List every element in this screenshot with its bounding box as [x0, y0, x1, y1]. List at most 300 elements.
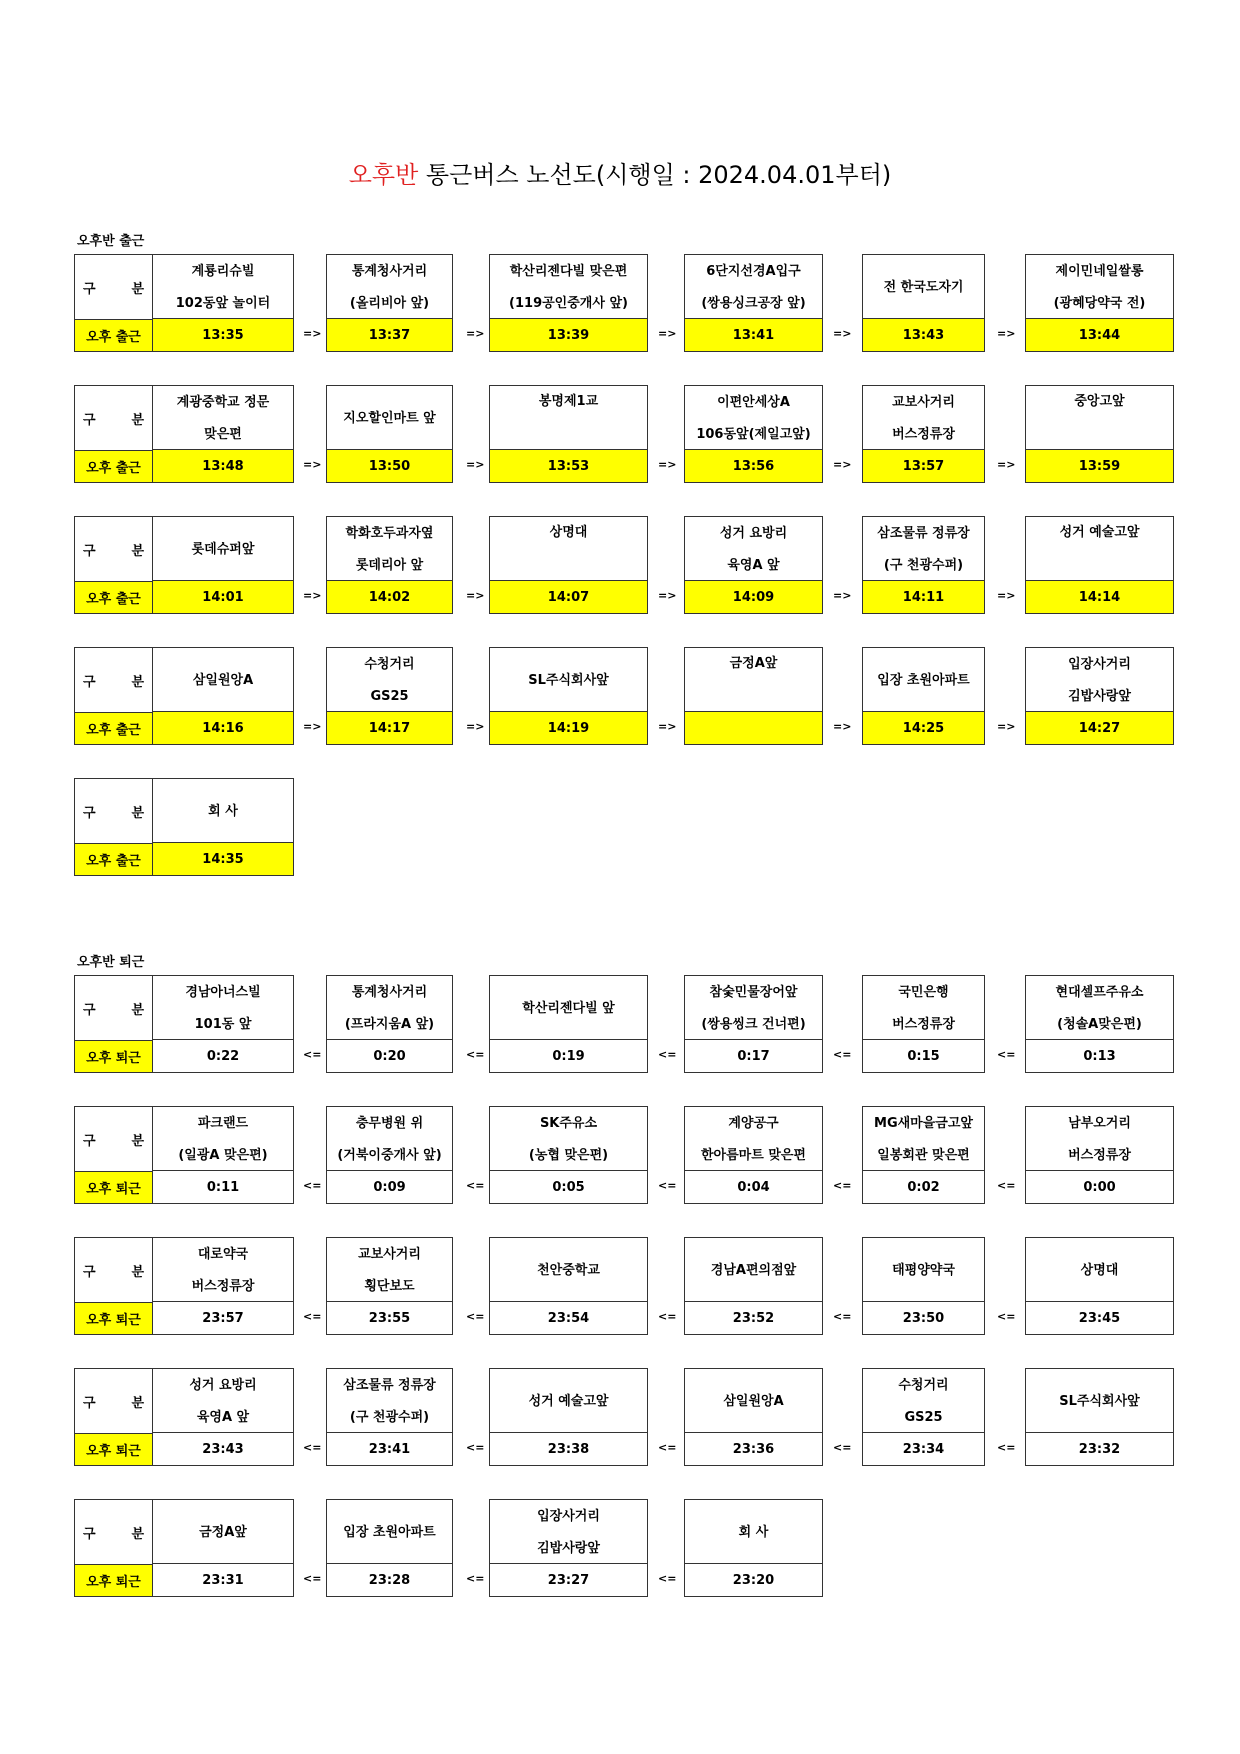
commute-in-stop-box: [489, 647, 648, 745]
commute-in-stop-box: [74, 516, 294, 614]
commute-in-stop-box: [684, 647, 823, 745]
stop-name-line1: MG새마을금고앞: [874, 1115, 973, 1131]
direction-arrow: =>: [658, 327, 677, 340]
row-label-cell: 오후 출근: [75, 712, 153, 744]
direction-arrow: <=: [658, 1441, 677, 1454]
commute-out-stop-box: [489, 1499, 648, 1597]
header-label-right: 분: [131, 1396, 144, 1411]
stop-name-line2: (광혜당약국 전): [1053, 295, 1146, 311]
header-label-right: 분: [131, 413, 144, 428]
stop-name-line1: 봉명제1교: [538, 394, 599, 409]
stop-time: 23:38: [490, 1432, 647, 1465]
direction-arrow: <=: [997, 1048, 1016, 1061]
stop-time: 0:05: [490, 1170, 647, 1203]
header-label-left: 구: [83, 413, 96, 428]
header-label-cell: [75, 1500, 153, 1565]
commute-out-stop-box: [74, 1106, 294, 1204]
stop-time: 14:11: [863, 580, 984, 613]
stop-name-line1: 교보사거리: [358, 1246, 421, 1262]
header-label-left: 구: [83, 1396, 96, 1411]
commute-out-stop-box: [862, 1368, 985, 1466]
commute-in-stop-box: [326, 516, 453, 614]
direction-arrow: <=: [997, 1441, 1016, 1454]
stop-name: [685, 517, 822, 582]
stop-name: [153, 386, 293, 451]
direction-arrow: <=: [466, 1179, 485, 1192]
stop-name-line2: 롯데리아 앞: [355, 557, 424, 573]
stop-name-line2: (쌍용싱크공장 앞): [701, 295, 806, 311]
direction-arrow: =>: [303, 720, 322, 733]
commute-in-stop-box: [1025, 516, 1174, 614]
stop-name: [490, 1500, 647, 1565]
stop-name-line2: 일봉회관 맞은편: [877, 1147, 970, 1163]
header-label-left: 구: [83, 1003, 96, 1018]
stop-name-line1: 국민은행: [898, 984, 949, 1000]
stop-name: [863, 1107, 984, 1172]
direction-arrow: <=: [833, 1048, 852, 1061]
stop-name-line1: 계양공구: [728, 1115, 779, 1131]
stop-time: 23:50: [863, 1301, 984, 1334]
stop-name: [327, 976, 452, 1041]
stop-name: [685, 386, 822, 451]
stop-time: 13:41: [685, 318, 822, 351]
stop-name-line2: GS25: [370, 688, 409, 704]
direction-arrow: <=: [466, 1310, 485, 1323]
stop-time: 0:13: [1026, 1039, 1173, 1072]
commute-in-stop-box: [489, 254, 648, 352]
stop-name: [490, 648, 647, 713]
stop-time: 23:36: [685, 1432, 822, 1465]
row-label-cell: 오후 퇴근: [75, 1433, 153, 1465]
stop-name-line1: 6단지선경A입구: [706, 263, 801, 279]
header-label-right: 분: [131, 282, 144, 297]
stop-name: [1026, 976, 1173, 1041]
stop-name: [153, 976, 293, 1041]
stop-name: [153, 517, 293, 582]
header-label-cell: [75, 1238, 153, 1303]
direction-arrow: =>: [833, 327, 852, 340]
row-label-cell: 오후 퇴근: [75, 1040, 153, 1072]
stop-time: 23:31: [153, 1563, 293, 1596]
stop-name-line2: 버스정류장: [1068, 1147, 1131, 1163]
stop-name-line2: 106동앞(제일고앞): [696, 426, 811, 442]
header-label-right: 분: [131, 675, 144, 690]
commute-in-stop-box: [489, 385, 648, 483]
stop-time: 23:28: [327, 1563, 452, 1596]
direction-arrow: =>: [303, 589, 322, 602]
stop-name-line1: 대로약국: [197, 1246, 249, 1262]
stop-time: 23:34: [863, 1432, 984, 1465]
commute-out-stop-box: [684, 975, 823, 1073]
stop-name-line1: 수청거리: [364, 656, 415, 672]
stop-name: [490, 1107, 647, 1172]
stop-name: [153, 779, 293, 844]
direction-arrow: =>: [997, 458, 1016, 471]
section-label-commute-out: 오후반 퇴근: [77, 955, 145, 970]
commute-out-stop-box: [326, 1106, 453, 1204]
header-label-cell: [75, 648, 153, 713]
stop-time: 0:00: [1026, 1170, 1173, 1203]
stop-name: [490, 976, 647, 1041]
stop-time: 14:01: [153, 580, 293, 613]
commute-in-stop-box: [862, 647, 985, 745]
stop-name-line1: 지오할인마트 앞: [343, 410, 436, 426]
stop-time: 13:39: [490, 318, 647, 351]
stop-name: [153, 648, 293, 713]
header-label-cell: [75, 517, 153, 582]
header-label-left: 구: [83, 1527, 96, 1542]
commute-out-stop-box: [1025, 1106, 1174, 1204]
stop-name-line1: 태평양약국: [892, 1262, 955, 1278]
stop-name-line2: 육영A 앞: [196, 1409, 250, 1425]
stop-time: 13:56: [685, 449, 822, 482]
stop-time: 14:02: [327, 580, 452, 613]
commute-in-stop-box: [862, 254, 985, 352]
stop-time: 14:25: [863, 711, 984, 744]
commute-out-stop-box: [862, 1106, 985, 1204]
stop-name-line2: 102동앞 놀이터: [175, 295, 271, 311]
stop-name-line1: 수청거리: [898, 1377, 949, 1393]
commute-in-stop-box: [489, 516, 648, 614]
direction-arrow: <=: [303, 1179, 322, 1192]
stop-name-line2: 한아름마트 맞은편: [701, 1147, 806, 1163]
direction-arrow: =>: [997, 720, 1016, 733]
stop-name: [685, 976, 822, 1041]
row-label-cell: 오후 출근: [75, 319, 153, 351]
commute-out-stop-box: [862, 975, 985, 1073]
stop-name-line1: SK주유소: [539, 1115, 598, 1131]
stop-name-line1: 학화호두과자옆: [345, 525, 434, 541]
stop-name: [327, 517, 452, 582]
commute-in-stop-box: [684, 385, 823, 483]
row-label-cell: 오후 퇴근: [75, 1564, 153, 1596]
commute-in-stop-box: [74, 385, 294, 483]
stop-time: 14:14: [1026, 580, 1173, 613]
stop-name: [327, 255, 452, 320]
commute-out-stop-box: [684, 1106, 823, 1204]
stop-time: 23:52: [685, 1301, 822, 1334]
stop-time: 23:57: [153, 1301, 293, 1334]
header-label-left: 구: [83, 1265, 96, 1280]
stop-name-line1: 통계청사거리: [351, 263, 428, 279]
stop-time: 0:15: [863, 1039, 984, 1072]
stop-time: 23:32: [1026, 1432, 1173, 1465]
stop-name: [685, 1107, 822, 1172]
stop-time: 0:17: [685, 1039, 822, 1072]
stop-name-line2: 버스정류장: [892, 1016, 955, 1032]
stop-time: 0:04: [685, 1170, 822, 1203]
header-label-cell: [75, 976, 153, 1041]
stop-time: 14:27: [1026, 711, 1173, 744]
stop-name: [1026, 386, 1173, 451]
stop-name-line2: (일광A 맞은편): [178, 1147, 268, 1163]
header-label-left: 구: [83, 1134, 96, 1149]
stop-time: 14:16: [153, 711, 293, 744]
stop-name: [153, 1107, 293, 1172]
stop-name-line1: 경남A편의점앞: [710, 1262, 797, 1278]
stop-time: 13:44: [1026, 318, 1173, 351]
stop-name: [685, 1500, 822, 1565]
stop-name: [685, 1238, 822, 1303]
commute-in-stop-box: [862, 385, 985, 483]
header-label-cell: [75, 386, 153, 451]
direction-arrow: =>: [303, 327, 322, 340]
stop-time: [685, 711, 822, 744]
header-label-cell: [75, 1369, 153, 1434]
header-label-right: 분: [131, 806, 144, 821]
commute-out-stop-box: [684, 1499, 823, 1597]
header-label-cell: [75, 255, 153, 320]
row-label-cell: 오후 퇴근: [75, 1171, 153, 1203]
header-label-right: 분: [131, 544, 144, 559]
direction-arrow: =>: [466, 720, 485, 733]
stop-time: 0:22: [153, 1039, 293, 1072]
direction-arrow: <=: [658, 1310, 677, 1323]
stop-time: 13:53: [490, 449, 647, 482]
commute-out-stop-box: [326, 1368, 453, 1466]
commute-in-stop-box: [326, 254, 453, 352]
stop-name-line1: 상명대: [1080, 1262, 1119, 1278]
stop-name-line1: 상명대: [549, 525, 588, 540]
commute-in-stop-box: [326, 647, 453, 745]
commute-out-stop-box: [489, 1368, 648, 1466]
stop-name: [490, 255, 647, 320]
direction-arrow: <=: [658, 1572, 677, 1585]
stop-time: 14:17: [327, 711, 452, 744]
direction-arrow: =>: [833, 589, 852, 602]
commute-out-stop-box: [326, 975, 453, 1073]
stop-name-line2: GS25: [904, 1409, 943, 1425]
stop-time: 13:37: [327, 318, 452, 351]
page-title: [0, 155, 1240, 190]
direction-arrow: <=: [303, 1310, 322, 1323]
stop-name-line1: 금정A앞: [729, 656, 778, 671]
stop-name: [863, 255, 984, 320]
stop-name-line2: (쌍용씽크 건너편): [701, 1016, 806, 1032]
stop-name-line2: 버스정류장: [892, 426, 955, 442]
stop-time: 23:27: [490, 1563, 647, 1596]
direction-arrow: =>: [303, 458, 322, 471]
stop-time: 23:43: [153, 1432, 293, 1465]
stop-name-line2: 횡단보도: [364, 1278, 415, 1294]
direction-arrow: <=: [833, 1441, 852, 1454]
stop-name: [490, 1238, 647, 1303]
stop-time: 14:19: [490, 711, 647, 744]
stop-name: [863, 1369, 984, 1434]
direction-arrow: =>: [466, 327, 485, 340]
stop-name-line1: 성거 요방리: [189, 1377, 257, 1393]
commute-in-stop-box: [1025, 254, 1174, 352]
header-label-cell: [75, 779, 153, 844]
stop-name-line1: 성거 예술고앞: [528, 1393, 609, 1409]
stop-name-line1: 이편안세상A: [717, 394, 790, 410]
stop-name: [1026, 1369, 1173, 1434]
stop-name-line1: 천안중학교: [537, 1262, 600, 1278]
stop-name-line1: 삼일원앙A: [723, 1393, 784, 1409]
direction-arrow: <=: [658, 1179, 677, 1192]
commute-out-stop-box: [684, 1368, 823, 1466]
stop-name-line2: (올리비아 앞): [349, 295, 430, 311]
header-label-left: 구: [83, 282, 96, 297]
direction-arrow: <=: [466, 1048, 485, 1061]
title-highlight: 오후반: [348, 161, 419, 189]
stop-name-line2: 101동 앞: [194, 1016, 252, 1032]
stop-name-line1: 제이민네일쌀롱: [1055, 263, 1144, 279]
stop-name: [327, 648, 452, 713]
stop-time: 0:11: [153, 1170, 293, 1203]
stop-name-line1: 삼조물류 정류장: [877, 525, 970, 541]
direction-arrow: <=: [833, 1310, 852, 1323]
stop-name: [327, 1107, 452, 1172]
stop-name-line1: 삼일원앙A: [192, 672, 254, 688]
header-label-left: 구: [83, 806, 96, 821]
commute-in-stop-box: [1025, 385, 1174, 483]
direction-arrow: =>: [466, 589, 485, 602]
stop-name-line2: (구 천광수퍼): [349, 1409, 430, 1425]
header-label-right: 분: [131, 1527, 144, 1542]
stop-name: [1026, 1107, 1173, 1172]
stop-name: [1026, 1238, 1173, 1303]
stop-name: [327, 1238, 452, 1303]
stop-name-line2: (거북이중개사 앞): [337, 1147, 442, 1163]
stop-name-line1: 회 사: [208, 803, 238, 819]
stop-time: 14:09: [685, 580, 822, 613]
commute-in-stop-box: [862, 516, 985, 614]
direction-arrow: =>: [997, 327, 1016, 340]
stop-name: [863, 976, 984, 1041]
stop-name-line1: 입장 초원아파트: [877, 672, 970, 688]
direction-arrow: <=: [303, 1441, 322, 1454]
commute-in-stop-box: [684, 254, 823, 352]
stop-time: 13:35: [153, 318, 293, 351]
stop-name: [153, 255, 293, 320]
direction-arrow: <=: [466, 1441, 485, 1454]
direction-arrow: <=: [303, 1572, 322, 1585]
commute-in-stop-box: [684, 516, 823, 614]
header-label-left: 구: [83, 675, 96, 690]
stop-name: [490, 517, 647, 582]
stop-time: 14:07: [490, 580, 647, 613]
stop-name: [685, 648, 822, 713]
direction-arrow: <=: [997, 1179, 1016, 1192]
stop-time: 0:09: [327, 1170, 452, 1203]
direction-arrow: =>: [658, 589, 677, 602]
stop-name-line1: 계룡리슈빌: [191, 263, 255, 279]
stop-time: 23:20: [685, 1563, 822, 1596]
stop-name: [490, 1369, 647, 1434]
stop-name-line2: 맞은편: [204, 426, 242, 442]
stop-name-line1: 입장사거리: [1068, 656, 1131, 672]
stop-name-line1: 파크랜드: [197, 1115, 249, 1131]
stop-name: [490, 386, 647, 451]
commute-in-stop-box: [1025, 647, 1174, 745]
direction-arrow: <=: [303, 1048, 322, 1061]
stop-name-line2: 육영A 앞: [727, 557, 780, 573]
stop-name: [863, 517, 984, 582]
stop-time: 23:45: [1026, 1301, 1173, 1334]
stop-name-line2: 김밥사랑앞: [1068, 688, 1131, 704]
direction-arrow: <=: [833, 1179, 852, 1192]
header-label-right: 분: [131, 1134, 144, 1149]
stop-name-line1: 교보사거리: [892, 394, 955, 410]
stop-name-line1: SL주식회사앞: [1059, 1393, 1140, 1409]
stop-name-line1: 계광중학교 정문: [176, 394, 270, 410]
stop-name: [1026, 648, 1173, 713]
stop-name-line1: 중앙고앞: [1074, 394, 1125, 409]
stop-name-line1: 경남아너스빌: [185, 984, 261, 1000]
direction-arrow: <=: [466, 1572, 485, 1585]
stop-name: [863, 1238, 984, 1303]
stop-name: [685, 1369, 822, 1434]
stop-name: [685, 255, 822, 320]
stop-name-line1: 남부오거리: [1068, 1115, 1131, 1131]
commute-out-stop-box: [74, 1237, 294, 1335]
commute-out-stop-box: [1025, 1368, 1174, 1466]
stop-name-line1: 학산리젠다빌 맞은편: [509, 263, 628, 279]
stop-time: 0:02: [863, 1170, 984, 1203]
stop-name: [327, 1369, 452, 1434]
stop-name-line1: 성거 예술고앞: [1059, 525, 1140, 540]
stop-time: 13:50: [327, 449, 452, 482]
header-label-right: 분: [131, 1265, 144, 1280]
stop-time: 13:48: [153, 449, 293, 482]
stop-name: [1026, 517, 1173, 582]
direction-arrow: =>: [466, 458, 485, 471]
stop-name-line1: 입장 초원아파트: [343, 1524, 436, 1540]
stop-name: [327, 1500, 452, 1565]
stop-name-line1: 참숯민물장어앞: [709, 984, 798, 1000]
commute-out-stop-box: [1025, 975, 1174, 1073]
commute-out-stop-box: [489, 1237, 648, 1335]
row-label-cell: 오후 퇴근: [75, 1302, 153, 1334]
stop-name-line1: 충무병원 위: [355, 1115, 424, 1131]
commute-out-stop-box: [74, 975, 294, 1073]
stop-name-line1: 롯데슈퍼앞: [191, 541, 255, 557]
direction-arrow: =>: [997, 589, 1016, 602]
commute-out-stop-box: [862, 1237, 985, 1335]
stop-name-line1: 금정A앞: [199, 1524, 247, 1540]
commute-out-stop-box: [489, 1106, 648, 1204]
stop-name-line1: 회 사: [738, 1524, 769, 1540]
stop-name-line1: SL주식회사앞: [528, 672, 609, 688]
commute-out-stop-box: [1025, 1237, 1174, 1335]
stop-name-line1: 전 한국도자기: [883, 279, 964, 295]
stop-name-line2: (프라지움A 앞): [344, 1016, 435, 1032]
stop-name: [153, 1369, 293, 1434]
title-rest: 통근버스 노선도(시행일 : 2024.04.01부터): [418, 161, 892, 189]
stop-time: 13:59: [1026, 449, 1173, 482]
stop-time: 23:54: [490, 1301, 647, 1334]
stop-name: [863, 648, 984, 713]
header-label-cell: [75, 1107, 153, 1172]
commute-in-stop-box: [74, 254, 294, 352]
stop-time: 23:55: [327, 1301, 452, 1334]
stop-name: [327, 386, 452, 451]
direction-arrow: =>: [658, 458, 677, 471]
stop-name: [863, 386, 984, 451]
commute-in-stop-box: [74, 778, 294, 876]
direction-arrow: =>: [833, 458, 852, 471]
stop-name: [153, 1238, 293, 1303]
commute-out-stop-box: [326, 1499, 453, 1597]
stop-time: 23:41: [327, 1432, 452, 1465]
commute-in-stop-box: [74, 647, 294, 745]
stop-name: [1026, 255, 1173, 320]
row-label-cell: 오후 출근: [75, 581, 153, 613]
stop-name: [153, 1500, 293, 1565]
stop-name-line2: (농협 맞은편): [528, 1147, 609, 1163]
stop-name-line1: 성거 요방리: [719, 525, 788, 541]
